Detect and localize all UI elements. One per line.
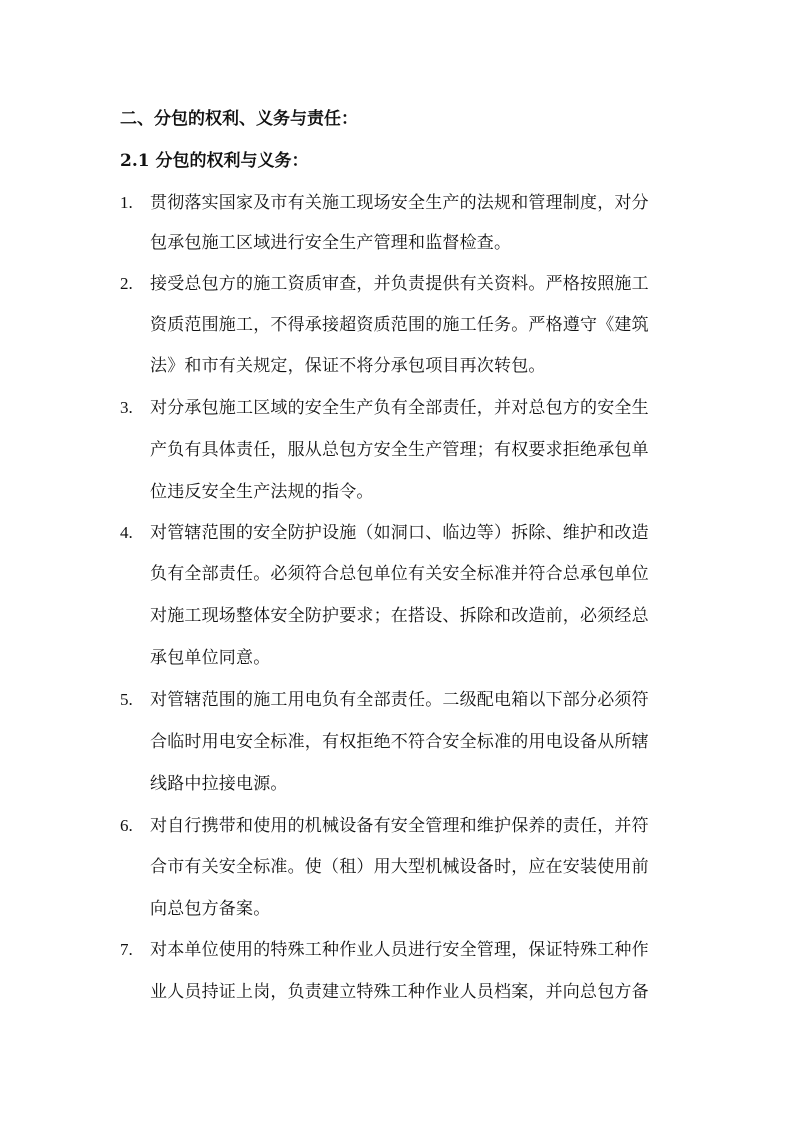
list-item-line: 位违反安全生产法规的指令。 <box>150 482 374 502</box>
list-item-line: 线路中拉接电源。 <box>150 774 288 794</box>
list-item-line: 负有全部责任。必须符合总包单位有关安全标准并符合总承包单位 <box>150 564 649 584</box>
list-item-number: 2. <box>120 274 133 293</box>
list-item-line: 对管辖范围的施工用电负有全部责任。二级配电箱以下部分必须符 <box>150 690 649 710</box>
list-item-line: 向总包方备案。 <box>150 899 271 919</box>
subsection-title: 2.1 分包的权利与义务： <box>120 151 309 171</box>
list-item-line: 资质范围施工，不得承接超资质范围的施工任务。严格遵守《建筑 <box>150 315 649 335</box>
list-item-line: 合市有关安全标准。使（租）用大型机械设备时，应在安装使用前 <box>150 857 649 877</box>
list-item-line: 对施工现场整体安全防护要求；在搭设、拆除和改造前，必须经总 <box>150 606 649 626</box>
list-item-line: 对本单位使用的特殊工种作业人员进行安全管理，保证特殊工种作 <box>150 940 649 960</box>
list-item-number: 5. <box>120 690 133 709</box>
list-item-number: 4. <box>120 523 133 542</box>
list-item-line: 接受总包方的施工资质审查，并负责提供有关资料。严格按照施工 <box>150 274 649 294</box>
list-item-number: 7. <box>120 940 133 959</box>
list-item-line: 法》和市有关规定，保证不将分承包项目再次转包。 <box>150 356 546 376</box>
list-item-number: 1. <box>120 193 133 212</box>
list-item-line: 产负有具体责任，服从总包方安全生产管理；有权要求拒绝承包单 <box>150 440 649 460</box>
list-item-line: 对管辖范围的安全防护设施（如洞口、临边等）拆除、维护和改造 <box>150 523 649 543</box>
list-item-line: 对自行携带和使用的机械设备有安全管理和维护保养的责任，并符 <box>150 816 649 836</box>
list-item-number: 3. <box>120 398 133 417</box>
list-item-line: 合临时用电安全标准，有权拒绝不符合安全标准的用电设备从所辖 <box>150 732 649 752</box>
list-item-line: 对分承包施工区域的安全生产负有全部责任，并对总包方的安全生 <box>150 398 649 418</box>
list-item-line: 承包单位同意。 <box>150 648 271 668</box>
section-title: 二、分包的权利、义务与责任： <box>120 109 358 129</box>
list-item-line: 贯彻落实国家及市有关施工现场安全生产的法规和管理制度，对分 <box>150 193 649 213</box>
list-item-line: 包承包施工区域进行安全生产管理和监督检查。 <box>150 233 512 253</box>
list-item-number: 6. <box>120 816 133 835</box>
list-item-line: 业人员持证上岗，负责建立特殊工种作业人员档案，并向总包方备 <box>150 982 649 1002</box>
